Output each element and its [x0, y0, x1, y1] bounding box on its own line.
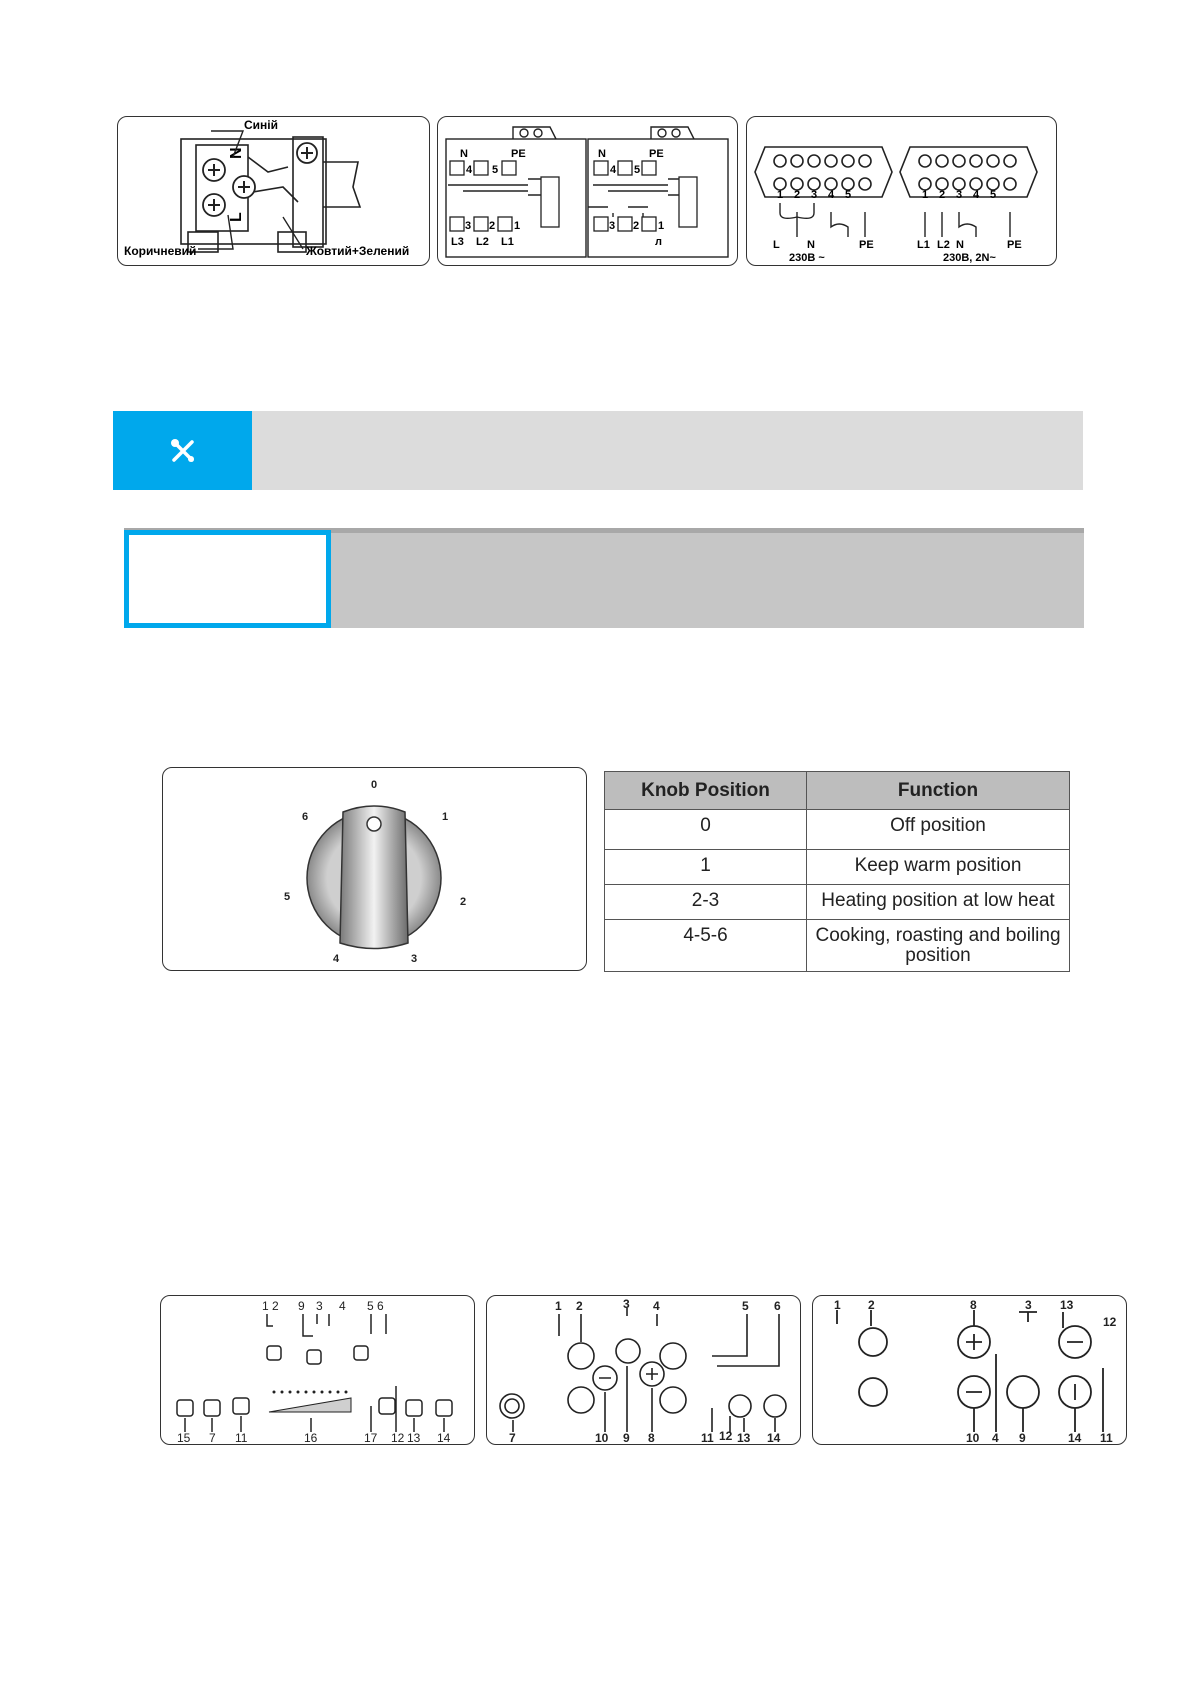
callout-number: 5: [367, 1299, 374, 1313]
callout-number: 12: [719, 1429, 733, 1443]
knob-position-label: 4: [333, 953, 340, 965]
callout-number: 9: [623, 1431, 630, 1444]
terminal-number: 3: [956, 189, 963, 201]
callout-number: 4: [992, 1431, 999, 1444]
knob-position-label: 2: [460, 896, 467, 908]
callout-number: 9: [1019, 1431, 1026, 1444]
wiring-diagram-connection-options: [746, 116, 1057, 266]
yellow-green-wire-label: Жовтий+Зелений: [306, 244, 410, 258]
num-label: 5: [634, 164, 641, 176]
knob-position-label: 0: [371, 779, 378, 791]
cell-function: Heating position at low heat: [807, 885, 1070, 920]
terminal-n-label: N: [228, 147, 245, 159]
callout-number: 8: [970, 1298, 977, 1312]
cell-function: Cooking, roasting and boiling position: [807, 920, 1070, 972]
num-label: 2: [633, 220, 640, 232]
terminal-number: 4: [973, 189, 980, 201]
cell-function: Keep warm position: [807, 850, 1070, 885]
phase-label: л: [655, 236, 662, 248]
num-label: 4: [466, 164, 473, 176]
callout-number: 13: [737, 1431, 751, 1444]
control-panel-diagram-2: [486, 1295, 801, 1445]
section-header-bar: [113, 411, 1083, 490]
control-panel-diagram-3: [812, 1295, 1127, 1445]
knob-position-label: 3: [411, 953, 418, 965]
callout-number: 2: [868, 1298, 875, 1312]
section-icon-box: [113, 411, 252, 490]
callout-number: 2: [272, 1299, 279, 1313]
callout-number: 4: [339, 1299, 346, 1313]
phase-label: L3: [451, 236, 464, 248]
wiring-diagram-three-phase: [437, 116, 738, 266]
callout-number: 14: [437, 1431, 451, 1444]
callout-number: 13: [1060, 1298, 1074, 1312]
callout-number: 10: [966, 1431, 980, 1444]
blue-wire-label: Синій: [244, 118, 279, 132]
callout-number: 8: [648, 1431, 655, 1444]
callout-number: 3: [1025, 1298, 1032, 1312]
callout-number: 1: [262, 1299, 269, 1313]
terminal-number: 5: [845, 189, 852, 201]
callout-number: 10: [595, 1431, 609, 1444]
num-label: 4: [610, 164, 617, 176]
pe-label-left: PE: [511, 148, 526, 160]
table-row: [605, 920, 1070, 972]
callout-number: 14: [767, 1431, 781, 1444]
callout-number: 4: [653, 1299, 660, 1313]
header-function: Function: [807, 772, 1070, 810]
callout-number: 1: [834, 1298, 841, 1312]
callout-number: 13: [407, 1431, 421, 1444]
callout-number: 9: [298, 1299, 305, 1313]
knob-indicator-mark: [367, 817, 381, 831]
knob-position-label: 1: [442, 811, 449, 823]
table-row: [605, 885, 1070, 920]
table-header-row: [605, 772, 1070, 810]
cell-function: Off position: [807, 810, 1070, 850]
callout-number: 3: [316, 1299, 323, 1313]
cell-position: 1: [605, 850, 807, 885]
phase-label: L1: [501, 236, 514, 248]
num-label: 1: [658, 220, 665, 232]
callout-number: 11: [701, 1431, 714, 1444]
terminal-number: 2: [794, 189, 801, 201]
header-knob-position: Knob Position: [605, 772, 807, 810]
phase-label: N: [807, 239, 815, 251]
callout-number: 17: [364, 1431, 378, 1444]
callout-number: 14: [1068, 1431, 1082, 1444]
terminal-number: 1: [777, 189, 784, 201]
num-label: 3: [609, 220, 616, 232]
terminal-number: 3: [811, 189, 818, 201]
knob-position-label: 6: [302, 811, 309, 823]
callout-number: 11: [1100, 1431, 1113, 1444]
voltage-label: 230В, 2N~: [943, 252, 996, 264]
cell-position: 0: [605, 810, 807, 850]
subsection-label-box: [124, 530, 331, 628]
callout-number: 12: [391, 1431, 405, 1444]
voltage-label: 230В ~: [789, 252, 825, 264]
cell-position: 2-3: [605, 885, 807, 920]
cell-position: 4-5-6: [605, 920, 807, 972]
phase-label: PE: [859, 239, 874, 251]
terminal-number: 1: [922, 189, 929, 201]
phase-label: L: [773, 239, 780, 251]
phase-label: L2: [476, 236, 489, 248]
num-label: 1: [514, 220, 521, 232]
num-label: 2: [489, 220, 496, 232]
callout-number: 1: [555, 1299, 562, 1313]
phase-label: N: [956, 239, 964, 251]
num-label: 5: [492, 164, 499, 176]
callout-number: 16: [304, 1431, 318, 1444]
table-row: [605, 850, 1070, 885]
callout-number: 7: [209, 1431, 216, 1444]
callout-number: 6: [774, 1299, 781, 1313]
num-label: 3: [465, 220, 472, 232]
callout-number: 15: [177, 1431, 191, 1444]
n-label-right: N: [598, 148, 606, 160]
terminal-number: 4: [828, 189, 835, 201]
control-panel-diagram-1: [160, 1295, 475, 1445]
tools-icon: [168, 436, 198, 466]
knob-position-label: 5: [284, 891, 291, 903]
callout-number: 11: [235, 1431, 248, 1444]
callout-number: 7: [509, 1431, 516, 1444]
terminal-number: 2: [939, 189, 946, 201]
table-row: [605, 810, 1070, 850]
pe-label-right: PE: [649, 148, 664, 160]
brown-wire-label: Коричневий: [124, 244, 197, 258]
knob-position-table: [604, 771, 1070, 972]
callout-number: 6: [377, 1299, 384, 1313]
callout-number: 2: [576, 1299, 583, 1313]
n-label-left: N: [460, 148, 468, 160]
phase-label: L2: [937, 239, 950, 251]
wiring-diagram-terminal-block: [117, 116, 430, 266]
phase-label: L1: [917, 239, 930, 251]
knob-dial-diagram: [162, 767, 587, 971]
phase-label: PE: [1007, 239, 1022, 251]
callout-number: 3: [623, 1297, 630, 1311]
callout-number: 12: [1103, 1315, 1117, 1329]
terminal-l-label: L: [228, 212, 245, 222]
terminal-number: 5: [990, 189, 997, 201]
callout-number: 5: [742, 1299, 749, 1313]
